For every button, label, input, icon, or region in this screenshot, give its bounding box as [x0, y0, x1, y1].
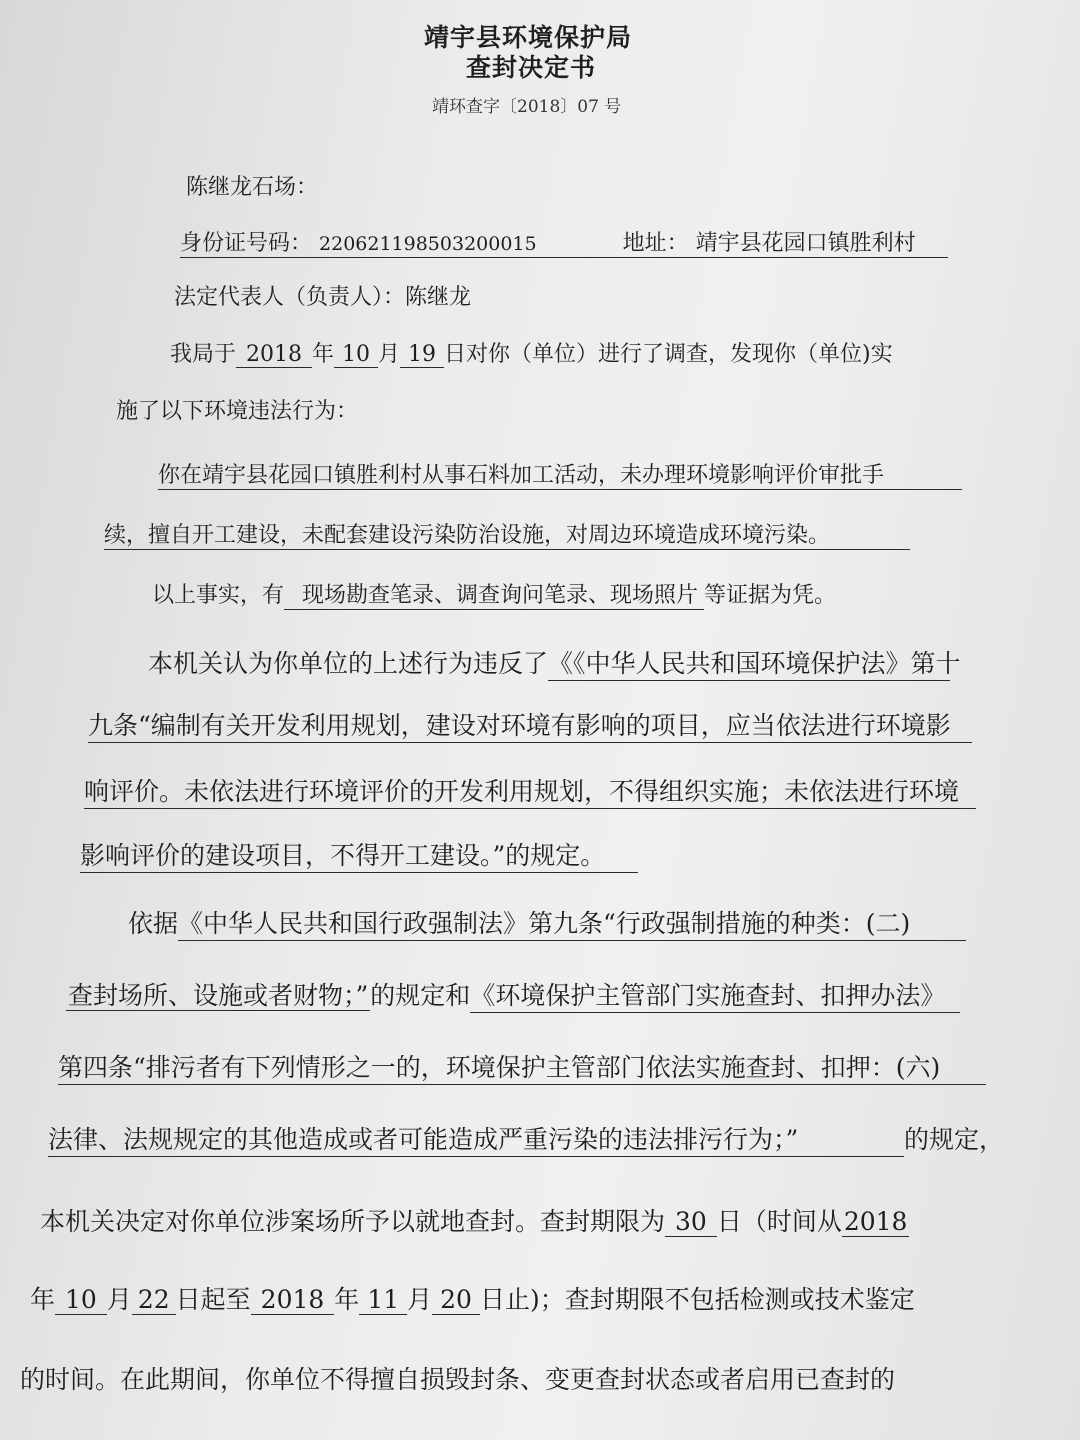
text-fragment: 日（时间从: [716, 1207, 842, 1236]
id-address-line: [180, 226, 948, 258]
text-fragment: 年: [30, 1285, 56, 1314]
text-fragment: 等证据为凭。: [704, 583, 837, 608]
decision-line-1: [40, 1202, 909, 1238]
decision-line-3: 的时间。在此期间，你单位不得擅自损毁封条、变更查封状态或者启用已查封的: [20, 1365, 896, 1394]
reference-number: 靖环查字〔2018〕07 号: [432, 97, 622, 117]
text-fragment: 月: [407, 1285, 433, 1314]
investigation-year: 2018: [236, 342, 312, 368]
basis-citation-1: 《中华人民共和国行政强制法》第九条“行政强制措施的种类：(二): [178, 904, 966, 941]
text-fragment: 年: [334, 1285, 360, 1314]
text-fragment: 日止)；查封期限不包括检测或技术鉴定: [479, 1285, 915, 1314]
investigation-month: 10: [334, 342, 378, 368]
investigation-line: [170, 337, 893, 368]
text-fragment: 月: [106, 1285, 132, 1314]
seal-end-month: 11: [359, 1285, 407, 1315]
investigation-line-2: 施了以下环境违法行为：: [116, 399, 359, 424]
address-label: 地址：: [622, 231, 689, 256]
agency-title: 靖宇县环境保护局: [424, 23, 633, 52]
basis-citation-3: 法律、法规规定的其他造成或者可能造成严重污染的违法排污行为；”: [48, 1120, 904, 1157]
id-label: 身份证号码：: [180, 231, 313, 256]
seal-start-day: 22: [132, 1285, 176, 1315]
violation-line-1: 你在靖宇县花园口镇胜利村从事石料加工活动，未办理环境影响评价审批手: [158, 458, 962, 490]
investigation-day: 19: [400, 342, 444, 368]
document-type-title: 查封决定书: [466, 53, 597, 82]
text-fragment: 本机关决定对你单位涉案场所予以就地查封。查封期限为: [40, 1207, 666, 1236]
basis-line-4: [48, 1120, 1004, 1157]
law-line-2: 九条“编制有关开发利用规划，建设对环境有影响的项目，应当依法进行环境影: [88, 706, 972, 743]
id-number: 220621198503200015: [319, 233, 537, 255]
evidence-line: [152, 578, 836, 609]
seal-end-year: 2018: [251, 1285, 335, 1315]
text-fragment: 月: [378, 342, 401, 367]
evidence-items: 现场勘查笔录、调查询问笔录、现场照片: [284, 583, 704, 610]
basis-line-2: [66, 976, 960, 1013]
text-fragment: 依据: [128, 909, 179, 938]
law-line-1: [148, 644, 961, 681]
text-fragment: 日对你（单位）进行了调查，发现你（单位)实: [444, 342, 893, 367]
text-fragment: 我局于: [170, 342, 237, 367]
seal-start-month: 10: [55, 1285, 107, 1315]
recipient-name: 陈继龙石场：: [186, 175, 319, 200]
text-fragment: 日起至: [175, 1285, 251, 1314]
representative-label: 法定代表人（负责人）：: [174, 285, 406, 310]
law-citation: 《《中华人民共和国环境保护法》第十: [548, 644, 950, 681]
address-value: 靖宇县花园口镇胜利村: [695, 231, 916, 256]
text-fragment: 年: [312, 342, 335, 367]
basis-citation-2: 《环境保护主管部门实施查封、扣押办法》: [470, 976, 960, 1013]
law-line-4: 影响评价的建设项目，不得开工建设。”的规定。: [80, 836, 638, 873]
seal-start-year: 2018: [843, 1207, 908, 1236]
text-fragment: 以上事实，有: [152, 583, 285, 608]
text-fragment: 本机关认为你单位的上述行为违反了: [148, 649, 549, 678]
violation-line-2: 续，擅自开工建设，未配套建设污染防治设施，对周边环境造成环境污染。: [104, 518, 910, 550]
basis-citation-1-end: 查封场所、设施或者财物；”: [68, 981, 369, 1010]
basis-line-3: 第四条“排污者有下列情形之一的，环境保护主管部门依法实施查封、扣押：(六): [58, 1048, 986, 1085]
decision-line-2: [30, 1280, 915, 1316]
basis-line-1: [128, 904, 966, 941]
seal-period-days: 30: [665, 1207, 717, 1237]
law-line-3: 响评价。未依法进行环境评价的开发利用规划，不得组织实施；未依法进行环境: [84, 772, 976, 809]
text-fragment: 的规定和: [370, 981, 471, 1010]
representative-name: 陈继龙: [405, 285, 472, 310]
seal-end-day: 20: [432, 1285, 480, 1315]
text-fragment: 的规定，: [904, 1125, 1005, 1154]
legal-representative-line: [174, 280, 471, 311]
